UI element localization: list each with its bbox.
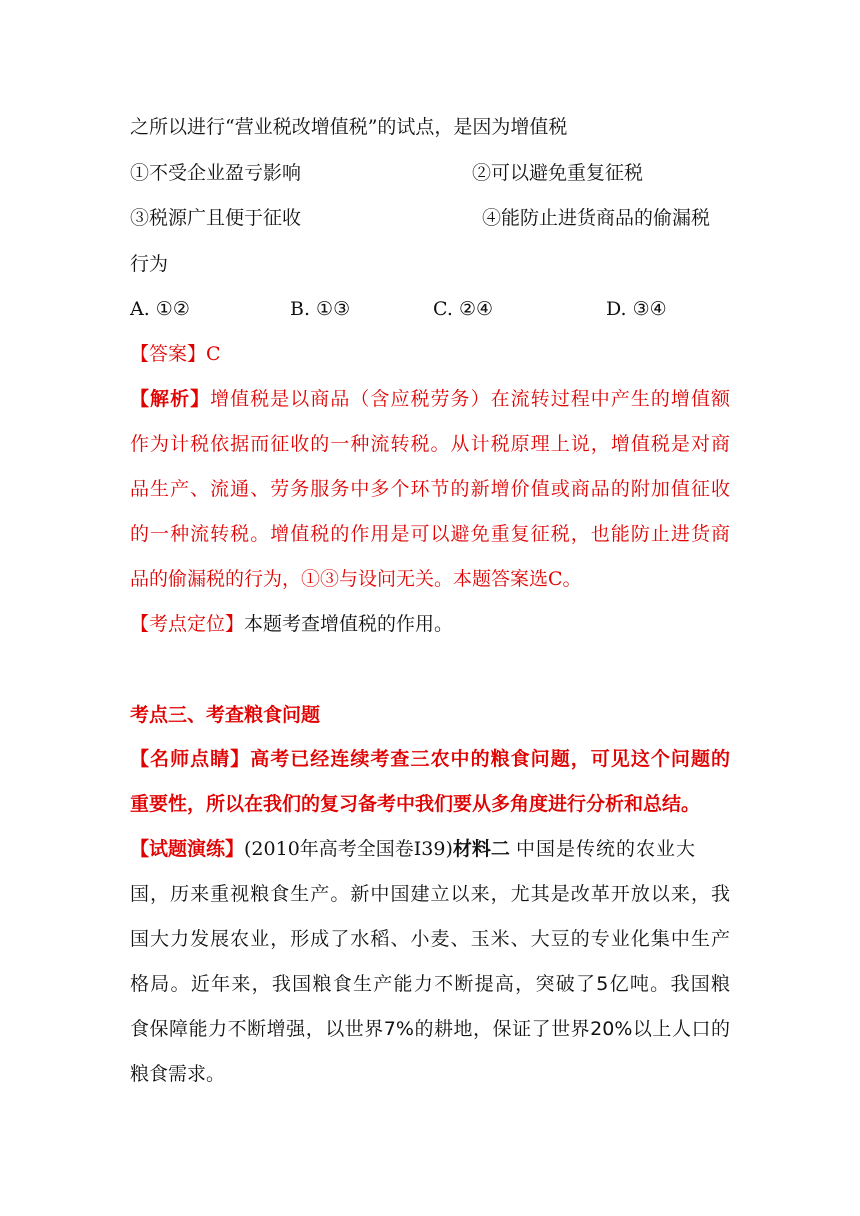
statement-2: ②可以避免重复征税 (472, 162, 644, 184)
analysis-line-3: 品生产、流通、劳务服务中多个环节的新增价值或商品的附加值征收 (130, 478, 730, 500)
drill-line-1 (130, 836, 696, 862)
statement-3: ③税源广且便于征收 (130, 207, 302, 229)
point-text: 本题考查增值税的作用。 (244, 613, 454, 635)
option-a: A. ①② (130, 298, 190, 320)
tip-label: 【名师点睛】 (130, 748, 251, 770)
point-label: 【考点定位】 (130, 613, 245, 635)
material-line-4: 格局。近年来，我国粮食生产能力不断提高，突破了5亿吨。我国粮 (130, 973, 730, 995)
analysis-label: 【解析】 (130, 388, 211, 410)
material-line-6: 粮食需求。 (130, 1063, 226, 1085)
drill-source: (2010年高考全国卷Ⅰ39) (244, 838, 453, 860)
question-stem: 之所以进行“营业税改增值税”的试点，是因为增值税 (130, 116, 568, 138)
tip-text-1: 高考已经连续考查三农中的粮食问题，可见这个问题的 (250, 748, 730, 770)
material-line-3: 国大力发展农业，形成了水稻、小麦、玉米、大豆的专业化集中生产 (130, 928, 730, 950)
tip-line-2: 重要性，所以在我们的复习备考中我们要从多角度进行分析和总结。 (130, 793, 701, 815)
statement-4-continuation: 行为 (130, 253, 169, 275)
option-d: D. ③④ (606, 298, 667, 320)
material-label: 材料二 (452, 838, 510, 860)
statement-1: ①不受企业盈亏影响 (130, 162, 302, 184)
option-c: C. ②④ (433, 298, 494, 320)
statement-4: ④能防止进货商品的偷漏税 (482, 207, 711, 229)
analysis-line-5: 品的偷漏税的行为，①③与设问无关。本题答案选C。 (130, 568, 582, 590)
analysis-text-1: 增值税是以商品（含应税劳务）在流转过程中产生的增值额 (210, 388, 730, 410)
tip-line-1 (130, 746, 730, 772)
material-line-5: 食保障能力不断增强，以世界7%的耕地，保证了世界20%以上人口的 (130, 1018, 730, 1040)
answer-value: C (206, 343, 221, 365)
analysis-line-1 (130, 386, 730, 412)
point-line (130, 611, 453, 637)
answer-label: 【答案】 (130, 343, 207, 365)
answer-line (130, 341, 221, 367)
options-row (130, 296, 730, 322)
option-b: B. ①③ (290, 298, 351, 320)
material-text-1: 中国是传统的农业大 (515, 838, 696, 860)
analysis-line-4: 的一种流转税。增值税的作用是可以避免重复征税，也能防止进货商 (130, 523, 730, 545)
section-heading: 考点三、考查粮食问题 (130, 704, 321, 726)
material-line-2: 国，历来重视粮食生产。新中国建立以来，尤其是改革开放以来，我 (130, 883, 730, 905)
document-page (130, 0, 740, 1216)
drill-label: 【试题演练】 (130, 838, 245, 860)
analysis-line-2: 作为计税依据而征收的一种流转税。从计税原理上说，增值税是对商 (130, 433, 730, 455)
